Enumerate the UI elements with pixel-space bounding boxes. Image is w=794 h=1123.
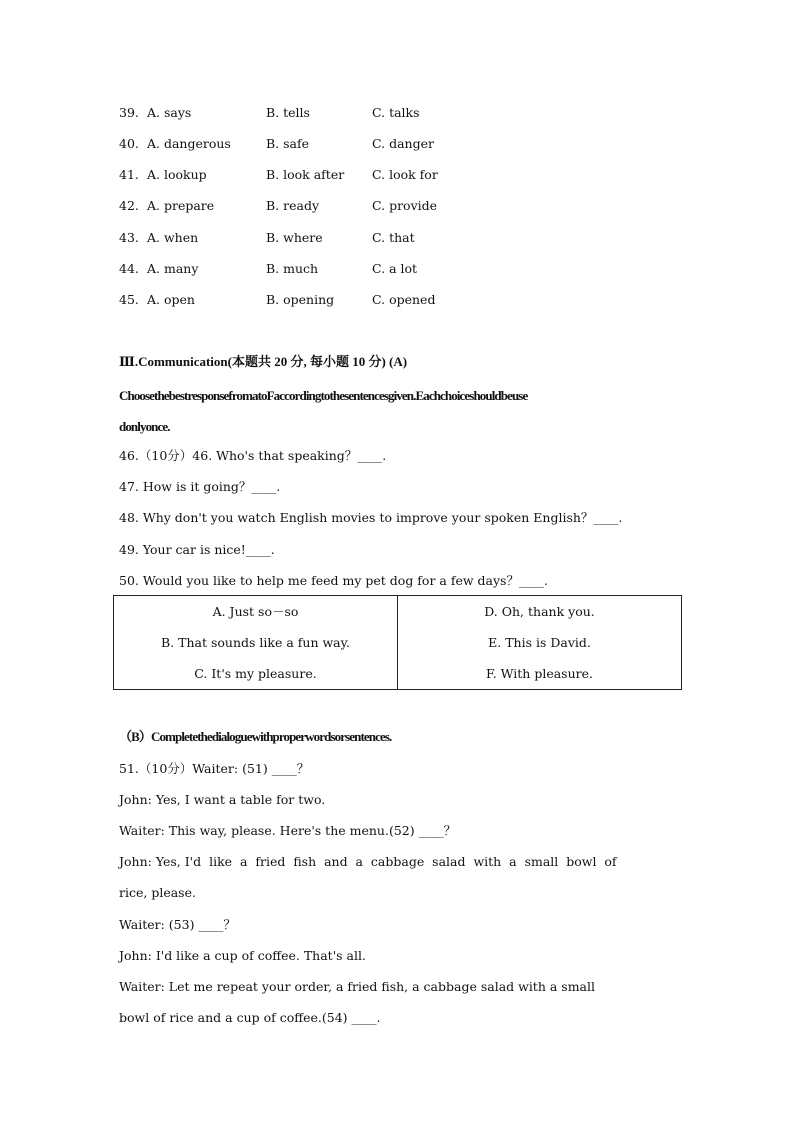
question-number: 43. [119, 230, 139, 245]
option-c: C. danger [372, 136, 434, 151]
question-46: 46.（10分）46. Who's that speaking？____. [119, 448, 387, 463]
response-a: A. Just so－so [212, 604, 299, 619]
question-number: 41. [119, 167, 139, 182]
option-c: C. talks [372, 105, 420, 120]
option-b: B. ready [266, 198, 320, 213]
section-instruction-cont: donlyonce. [119, 419, 170, 434]
question-number: 45. [119, 292, 139, 307]
option-c: C. that [372, 230, 415, 245]
option-a: A. dangerous [147, 136, 231, 151]
dialogue-line-6: Waiter: (53) ____？ [119, 917, 236, 932]
option-b: B. safe [266, 136, 310, 151]
dialogue-line-2: John: Yes, I want a table for two. [119, 792, 326, 807]
option-c: C. opened [372, 292, 436, 307]
option-c: C. provide [372, 198, 438, 213]
dialogue-line-4: John: Yes, I'd like a fried fish and a cabbage salad with a small bowl of [119, 854, 617, 869]
section-b-heading: （B）Completethedialoguewithproperwordsorsentences. [119, 729, 392, 744]
dialogue-line-8: Waiter: Let me repeat your order, a fried fish, a cabbage salad with a small [119, 979, 596, 994]
option-b: B. look after [266, 167, 345, 182]
response-b: B. That sounds like a fun way. [161, 635, 350, 650]
dialogue-line-7: John: I'd like a cup of coffee. That's all. [119, 948, 366, 963]
dialogue-line-1: 51.（10分）Waiter: (51) ____？ [119, 761, 310, 776]
question-47: 47. How is it going？____. [119, 479, 281, 494]
dialogue-line-9: bowl of rice and a cup of coffee.(54) ____. [119, 1010, 381, 1025]
option-b: B. tells [266, 105, 310, 120]
question-50: 50. Would you like to help me feed my pet dog for a few days？____. [119, 573, 548, 588]
question-number: 42. [119, 198, 139, 213]
response-d: D. Oh, thank you. [484, 604, 595, 619]
response-c: C. It's my pleasure. [194, 666, 317, 681]
response-options-table [113, 595, 682, 690]
section-instruction: ChoosethebestresponsefromatoFaccordingtothesentencesgiven.Eachchoiceshouldbeuse [119, 388, 528, 403]
question-48: 48. Why don't you watch English movies to improve your spoken English？____. [119, 510, 623, 525]
dialogue-line-5: rice, please. [119, 885, 196, 900]
option-c: C. look for [372, 167, 438, 182]
option-a: A. when [147, 230, 199, 245]
question-number: 39. [119, 105, 139, 120]
response-column-left [114, 596, 398, 690]
question-number: 44. [119, 261, 139, 276]
option-b: B. opening [266, 292, 335, 307]
section-heading: Ⅲ.Communication(本题共 20 分, 每小题 10 分) (A) [119, 354, 408, 369]
option-b: B. where [266, 230, 323, 245]
response-f: F. With pleasure. [485, 666, 593, 681]
option-a: A. open [147, 292, 195, 307]
question-number: 40. [119, 136, 139, 151]
option-a: A. says [147, 105, 192, 120]
response-column-right [398, 596, 682, 690]
option-a: A. lookup [147, 167, 207, 182]
option-b: B. much [266, 261, 319, 276]
dialogue-line-3: Waiter: This way, please. Here's the menu.(52) ____？ [119, 823, 457, 838]
response-e: E. This is David. [488, 635, 591, 650]
option-a: A. prepare [147, 198, 215, 213]
option-c: C. a lot [372, 261, 418, 276]
option-a: A. many [147, 261, 199, 276]
question-49: 49. Your car is nice!____. [119, 542, 275, 557]
